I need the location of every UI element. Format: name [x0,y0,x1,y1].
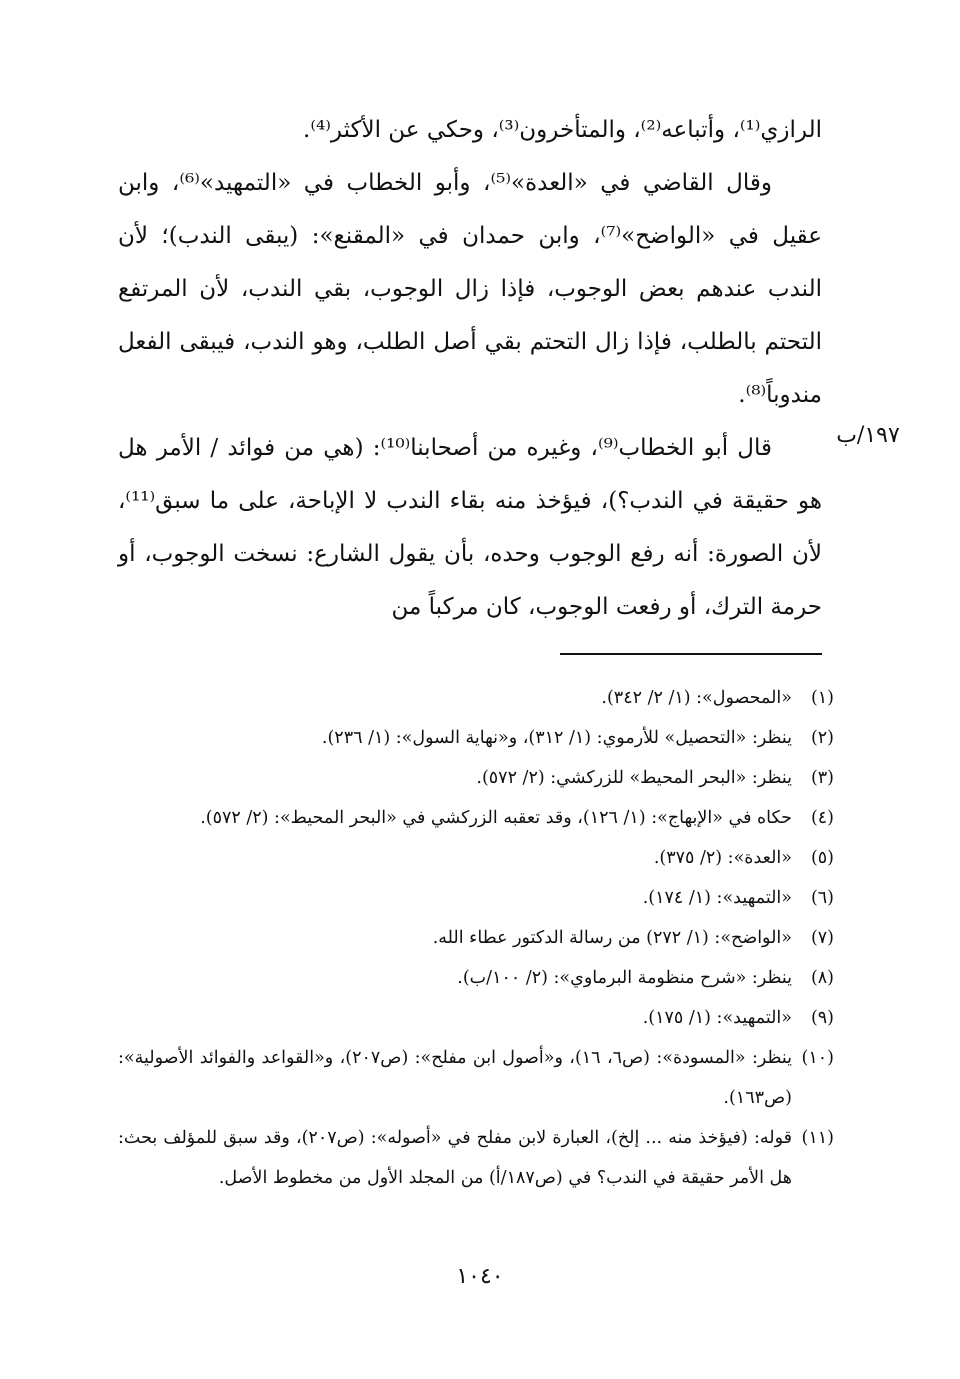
footnote-number: (٥) [810,848,834,868]
footnote-5 [118,838,834,878]
paragraph-1: الرازي⁽¹⁾، وأتباعه⁽²⁾، والمتأخرون⁽³⁾، وحكي عن الأكثر⁽⁴⁾. [303,117,822,143]
footnote-6 [118,878,834,918]
footnote-text: ينظر: «شرح منظومة البرماوي»: (٢/ ١٠٠/ب). [457,968,792,988]
footnote-9 [118,998,834,1038]
footnote-number: (٢) [810,728,834,748]
paragraph-3: قال أبو الخطاب⁽⁹⁾، وغيره من أصحابنا⁽¹⁰⁾: (هي من فوائد / الأمر هل هو حقيقة في الندب؟)، فيؤخذ منه بقاء الندب لا الإباحة، على ما سبق⁽¹¹⁾، لأن الصورة: أنه رفع الوجوب وحده، بأن يقول الشارع: نسخت الوجوب، أو حرمة الترك، أو رفعت الوجوب، كان مركباً من [118,435,822,620]
footnote-text: «الواضح»: (١/ ٢٧٢) من رسالة الدكتور عطاء الله. [432,928,792,948]
footnote-4 [118,798,834,838]
footnote-8 [118,958,834,998]
footnote-number: (٩) [810,1008,834,1028]
footnote-number: (٦) [810,888,834,908]
footnote-2 [118,718,834,758]
footnote-number: (١) [810,688,834,708]
paragraph-2: وقال القاضي في «العدة»⁽⁵⁾، وأبو الخطاب في «التمهيد»⁽⁶⁾، وابن عقيل في «الواضح»⁽⁷⁾، وابن حمدان في «المقنع»: (يبقى الندب)؛ لأن الندب عندهم بعض الوجوب، فإذا زال الوجوب، بقي الندب، لأن المرتفع التحتم بالطلب، فإذا زال التحتم بقي أصل الطلب، وهو الندب، فيبقى الفعل مندوباً⁽⁸⁾. [118,170,822,408]
footnote-text: حكاه في «الإبهاج»: (١/ ١٢٦)، وقد تعقبه الزركشي في «البحر المحيط»: (٢/ ٥٧٢). [200,808,792,828]
main-text [118,104,822,634]
footnote-number: (٤) [810,808,834,828]
footnote-1 [118,678,834,718]
footnote-divider [560,653,822,655]
footnote-text: «المحصول»: (١/ ٢/ ٣٤٢). [601,688,792,708]
manuscript-folio-marker: ١٩٧/ب [836,423,900,448]
page-number: ١٠٤٠ [456,1264,504,1289]
footnote-text: قوله: (فيؤخذ منه ... إلخ)، العبارة لابن مفلح في «أصوله»: (ص٢٠٧)، وقد سبق للمؤلف بحث: هل الأمر حقيقة في الندب؟ في (ص١٨٧/أ) من المجلد الأول من مخطوط الأصل. [118,1128,792,1188]
footnote-text: ينظر: «المسودة»: (ص٦، ١٦)، و«أصول ابن مفلح»: (ص٢٠٧)، و«القواعد والفوائد الأصولية»: (ص١٦٣). [118,1048,793,1108]
footnote-number: (٣) [810,768,834,788]
footnote-text: «التمهيد»: (١/ ١٧٥). [642,1008,792,1028]
footnote-10 [118,1038,834,1118]
footnote-number: (١٠) [801,1048,834,1068]
footnote-text: «العدة»: (٢/ ٣٧٥). [653,848,792,868]
footnote-text: «التمهيد»: (١/ ١٧٤). [642,888,792,908]
footnotes [118,678,834,1198]
footnote-7 [118,918,834,958]
footnote-3 [118,758,834,798]
footnote-text: ينظر: «البحر المحيط» للزركشي: (٢/ ٥٧٢). [476,768,792,788]
footnote-text: ينظر: «التحصيل» للأرموي: (١/ ٣١٢)، و«نهاية السول»: (١/ ٢٣٦). [321,728,792,748]
footnote-number: (٧) [810,928,834,948]
footnote-11 [118,1118,834,1198]
footnote-number: (٨) [810,968,834,988]
footnote-number: (١١) [801,1128,834,1148]
